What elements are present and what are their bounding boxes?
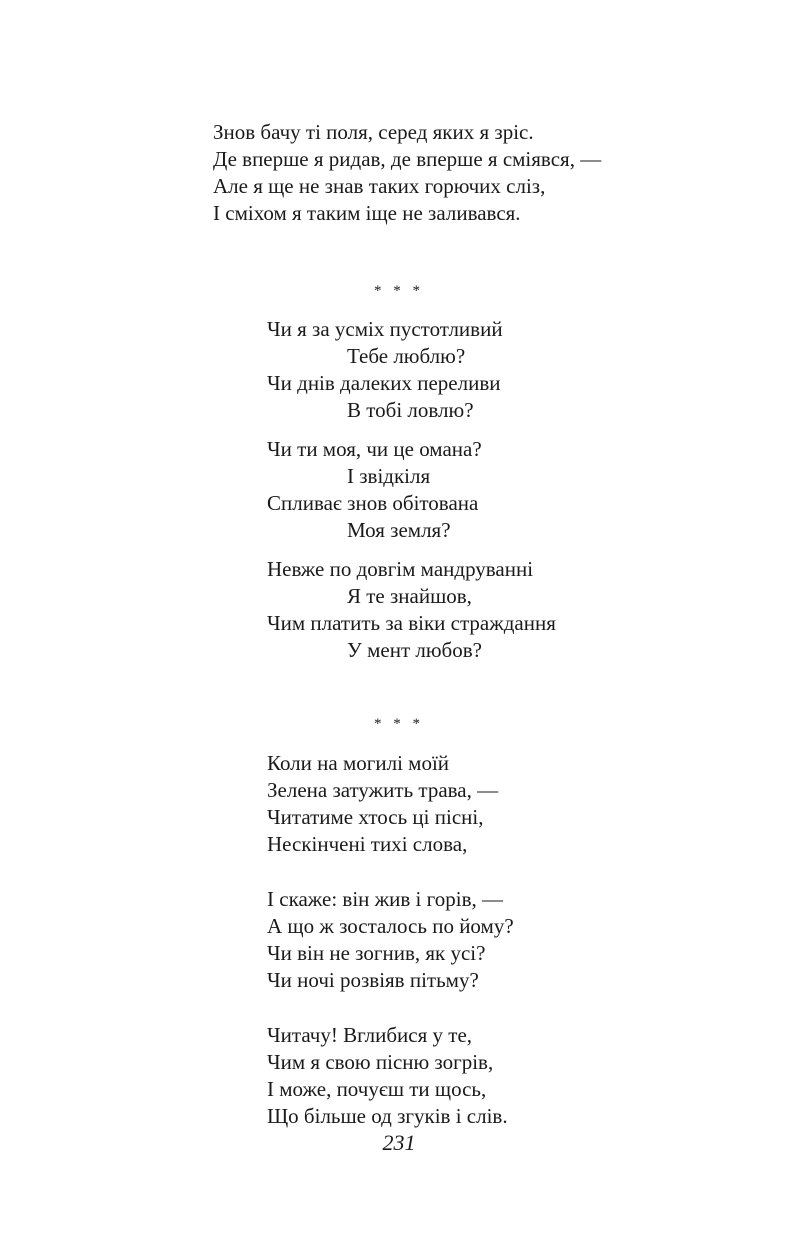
verse-line-indented: Тебе люблю? [347, 344, 466, 368]
poem-three [267, 750, 514, 1130]
verse-line: І скаже: він жив і горів, — [267, 887, 503, 911]
stanza [267, 1022, 514, 1130]
first-stanza [213, 119, 601, 227]
verse-line: Де вперше я ридав, де вперше я сміявся, — [213, 147, 602, 171]
verse-line: Зелена затужить трава, — [267, 778, 499, 802]
verse-line: Читачу! Вглибися у те, [267, 1023, 473, 1047]
verse-line: Спливає знов обітована [267, 491, 479, 515]
verse-line-indented: І звідкіля [347, 464, 431, 488]
stanza [267, 316, 556, 424]
verse-line: Чи ти моя, чи це омана? [267, 437, 482, 461]
verse-line-indented: Моя земля? [347, 518, 451, 542]
stanza [267, 436, 556, 544]
verse-line: Що більше од згуків і слів. [267, 1104, 508, 1128]
verse-line: Чи днів далеких переливи [267, 371, 501, 395]
verse-line: Знов бачу ті поля, серед яких я зріс. [213, 120, 534, 144]
section-separator: * * * [374, 283, 424, 299]
stanza [267, 750, 514, 858]
verse-line: Чим платить за віки страждання [267, 611, 556, 635]
verse-line: Але я ще не знав таких горючих сліз, [213, 174, 546, 198]
verse-line-indented: Я те знайшов, [347, 584, 472, 608]
stanza [267, 556, 556, 664]
verse-line: Чи ночі розвіяв пітьму? [267, 968, 479, 992]
verse-line: Чи він не зогнив, як усі? [267, 941, 486, 965]
stanza [267, 886, 514, 994]
verse-line: Чи я за усміх пустотливий [267, 317, 503, 341]
verse-line-indented: У мент любов? [347, 638, 482, 662]
verse-line: Чим я свою пісню зогрів, [267, 1050, 494, 1074]
verse-line: Читатиме хтось ці пісні, [267, 805, 484, 829]
page-number: 231 [382, 1130, 416, 1155]
verse-line: Невже по довгім мандруванні [267, 557, 534, 581]
verse-line-indented: В тобі ловлю? [347, 398, 474, 422]
verse-line: А що ж зосталось по йому? [267, 914, 514, 938]
verse-line: І може, почуєш ти щось, [267, 1077, 487, 1101]
poem-two [267, 316, 556, 664]
verse-line: Нескінчені тихі слова, [267, 832, 468, 856]
verse-line: І сміхом я таким іще не заливався. [213, 201, 521, 225]
verse-line: Коли на могилі моїй [267, 751, 450, 775]
section-separator: * * * [374, 716, 424, 732]
